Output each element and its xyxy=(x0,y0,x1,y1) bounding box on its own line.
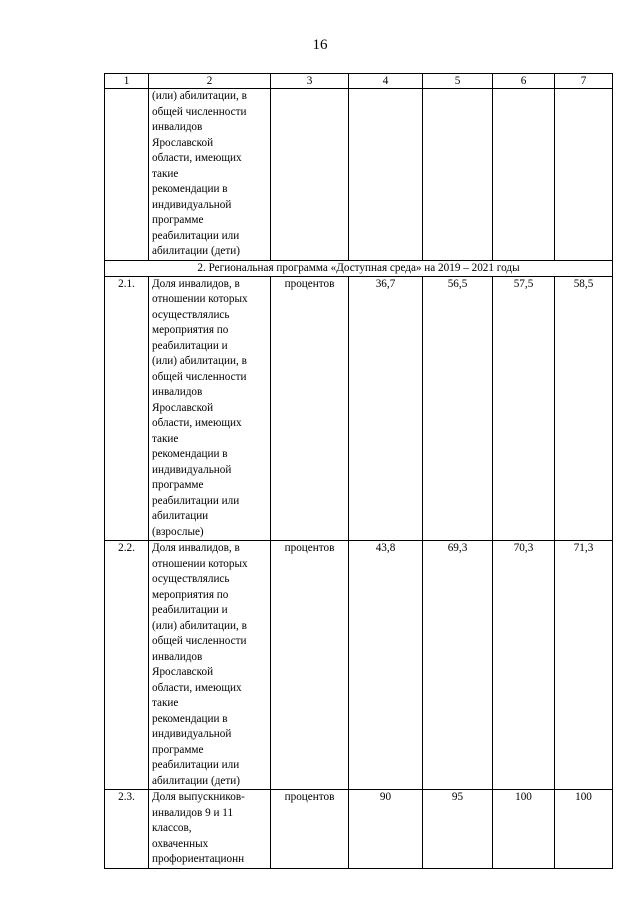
column-number-header: 4 xyxy=(349,74,423,89)
value-cell: 90 xyxy=(349,790,423,869)
value-cell: 69,3 xyxy=(423,541,493,790)
value-cell: 100 xyxy=(493,790,555,869)
unit-cell: процентов xyxy=(271,276,349,541)
column-number-header: 1 xyxy=(105,74,149,89)
table-row xyxy=(105,790,613,869)
indicator-name-cell: Доля выпускников- инвалидов 9 и 11 классов, охваченных профориентационн xyxy=(149,790,271,869)
row-number-cell: 2.2. xyxy=(105,541,149,790)
table-row xyxy=(105,541,613,790)
table-row xyxy=(105,276,613,541)
column-number-header: 5 xyxy=(423,74,493,89)
row-number-cell: 2.3. xyxy=(105,790,149,869)
indicator-name-cell: (или) абилитации, в общей численности инвалидов Ярославской области, имеющих такие рекомендации в индивидуальной программе реабилитации или абилитации (дети) xyxy=(149,89,271,261)
column-number-header: 2 xyxy=(149,74,271,89)
value-cell xyxy=(423,89,493,261)
page-number: 16 xyxy=(312,37,328,53)
value-cell xyxy=(555,89,613,261)
value-cell: 56,5 xyxy=(423,276,493,541)
section-header-row xyxy=(105,260,613,276)
column-number-header: 3 xyxy=(271,74,349,89)
value-cell: 100 xyxy=(555,790,613,869)
indicator-name-cell: Доля инвалидов, в отношении которых осуществлялись мероприятия по реабилитации и (или) абилитации, в общей численности инвалидов Ярославской области, имеющих такие рекомендации в индивидуальной программе реабилитации или абилитации (взрослые) xyxy=(149,276,271,541)
row-number-cell xyxy=(105,89,149,261)
unit-cell xyxy=(271,89,349,261)
unit-cell: процентов xyxy=(271,541,349,790)
value-cell: 43,8 xyxy=(349,541,423,790)
column-number-header: 7 xyxy=(555,74,613,89)
indicator-name-cell: Доля инвалидов, в отношении которых осуществлялись мероприятия по реабилитации и (или) абилитации, в общей численности инвалидов Ярославской области, имеющих такие рекомендации в индивидуальной программе реабилитации или абилитации (дети) xyxy=(149,541,271,790)
column-number-header-row xyxy=(105,74,613,89)
value-cell: 95 xyxy=(423,790,493,869)
value-cell: 70,3 xyxy=(493,541,555,790)
section-title: 2. Региональная программа «Доступная среда» на 2019 – 2021 годы xyxy=(105,260,613,276)
table-row xyxy=(105,89,613,261)
value-cell: 57,5 xyxy=(493,276,555,541)
value-cell: 71,3 xyxy=(555,541,613,790)
indicators-table xyxy=(104,73,613,869)
value-cell: 58,5 xyxy=(555,276,613,541)
value-cell: 36,7 xyxy=(349,276,423,541)
value-cell xyxy=(349,89,423,261)
unit-cell: процентов xyxy=(271,790,349,869)
value-cell xyxy=(493,89,555,261)
column-number-header: 6 xyxy=(493,74,555,89)
row-number-cell: 2.1. xyxy=(105,276,149,541)
